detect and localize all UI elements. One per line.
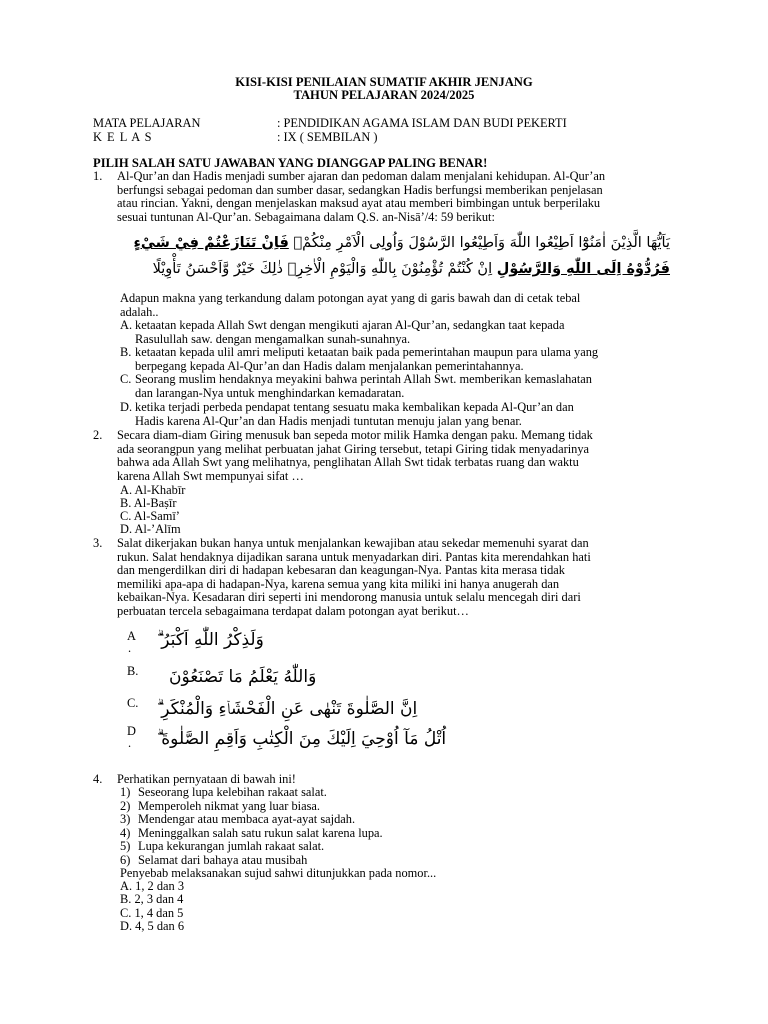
doc-title: KISI-KISI PENILAIAN SUMATIF AKHIR JENJANG <box>235 75 533 89</box>
q4-option-b[interactable] <box>120 893 183 907</box>
q2-option-d[interactable] <box>120 523 181 537</box>
option-text: ketaatan kepada ulil amri meliputi ketaatan baik pada pemerintahan maupun para ulama yang <box>135 345 599 359</box>
list-item-text: Meninggalkan salah satu rukun salat karena lupa. <box>138 825 383 840</box>
q1-option-b[interactable] <box>120 346 675 373</box>
q1-option-d[interactable] <box>120 401 675 428</box>
option-letter: A. <box>120 318 133 332</box>
list-item <box>120 840 383 854</box>
q1-stem <box>117 170 675 224</box>
q1-arabic-underlined: فَرُدُّوْهُ اِلَى اللّٰهِ وَالرَّسُوْلِ <box>496 261 670 277</box>
option-text: 1, 4 dan 5 <box>134 906 184 920</box>
list-item-text: Selamat dari bahaya atau musibah <box>138 852 308 867</box>
option-text: dan larangan-Nya untuk menghindarkan kemadaratan. <box>135 385 405 400</box>
list-item <box>120 800 383 814</box>
q2-stem-line: Secara diam-diam Giring menusuk ban sepeda motor milik Hamka dengan paku. Memang tidak <box>117 428 593 442</box>
q1-question-line: Adapun makna yang terkandung dalam potongan ayat yang di garis bawah dan di cetak tebal <box>120 291 581 305</box>
q2-stem-line: karena Allah Swt mempunyai sifat … <box>117 468 304 483</box>
option-letter: B. <box>127 664 139 678</box>
option-letter: B. <box>120 496 132 510</box>
class-value: : IX ( SEMBILAN ) <box>277 130 378 144</box>
subject-label: MATA PELAJARAN <box>93 116 201 130</box>
option-text: Rasulullah saw. dengan mengamalkan sunah-sunahnya. <box>135 331 411 346</box>
q1-option-a[interactable] <box>120 319 675 346</box>
q3-option-b[interactable] <box>127 665 427 695</box>
list-item-number: 5) <box>120 839 131 854</box>
q3-stem-line: perbuatan tercela sebagaimana terdapat dalam potongan ayat berikut… <box>117 603 469 618</box>
q2-stem-line: bahwa ada Allah Swt yang melihatnya, penglihatan Allah Swt tidak terbatas ruang dan waktu <box>117 455 579 470</box>
q1-arabic-underlined: فَاِنْ تَنَازَعْتُمْ فِيْ شَيْءٍ <box>133 235 289 251</box>
q4-list <box>120 786 383 868</box>
q1-option-c[interactable] <box>120 373 675 400</box>
q1-question <box>120 292 675 319</box>
q3-stem <box>117 537 675 619</box>
list-item-text: Mendengar atau membaca ayat-ayat sajdah. <box>138 812 356 827</box>
option-arabic: اِنَّ الصَّلٰوةَ تَنْهٰى عَنِ الْفَحْشَاۤءِ وَالْمُنْكَرِ ۗ <box>157 699 418 719</box>
option-dot: . <box>128 641 132 655</box>
q1-arabic-line-1 <box>134 237 671 251</box>
q3-option-c[interactable] <box>127 697 427 727</box>
q3-stem-line: kebaikan-Nya. Kesadaran diri seperti ini mendorong manusia untuk selalu mencegah diri dari <box>117 590 581 605</box>
list-item-number: 6) <box>120 852 131 867</box>
option-dot: . <box>128 736 132 750</box>
list-item <box>120 786 383 800</box>
option-text: Al-’Alīm <box>134 522 181 536</box>
list-item <box>120 813 383 827</box>
option-letter: C. <box>120 372 132 386</box>
option-text: Hadis karena Al-Qur’an dan Hadis menjadi tuntutan menuju jalan yang benar. <box>135 413 522 428</box>
option-text: ketika terjadi perbeda pendapat tentang sesuatu maka kembalikan kepada Al-Qur’an dan <box>135 400 574 414</box>
q1-question-line: adalah.. <box>120 304 159 319</box>
option-letter: B. <box>120 892 132 906</box>
q3-stem-line: memiliki apa-apa di hadapan-Nya, karena semua yang kita miliki ini hanya anugerah dan <box>117 576 560 591</box>
doc-subtitle: TAHUN PELAJARAN 2024/2025 <box>293 88 475 102</box>
option-letter: C. <box>120 906 132 920</box>
q4-number: 4. <box>93 772 103 786</box>
list-item-number: 2) <box>120 798 131 813</box>
q4-question: Penyebab melaksanakan sujud sahwi ditunjukkan pada nomor... <box>120 866 437 880</box>
list-item-text: Seseorang lupa kelebihan rakaat salat. <box>138 785 327 799</box>
q3-option-d[interactable] <box>127 724 447 759</box>
list-item-number: 1) <box>120 785 131 799</box>
q3-number: 3. <box>93 536 103 550</box>
q3-option-a[interactable] <box>127 630 427 662</box>
q1-arabic-line-2 <box>153 263 670 277</box>
option-letter: B. <box>120 345 132 359</box>
option-text: Al-Khabīr <box>134 483 186 497</box>
q2-number: 2. <box>93 428 103 442</box>
q1-stem-line: atau rincian. Yakni, dengan menjelaskan maksud ayat atau memberi bimbingan untuk berperilaku <box>117 196 601 211</box>
option-letter: D. <box>120 522 133 536</box>
option-letter: A. <box>120 879 133 893</box>
option-letter: D. <box>120 919 133 933</box>
option-text: Al-Baṣīr <box>133 496 177 510</box>
q1-stem-line: berfungsi sebagai pedoman dan sumber dasar, sedangkan Hadis berfungsi memberikan penjelasan <box>117 182 603 197</box>
subject-value: : PENDIDIKAN AGAMA ISLAM DAN BUDI PEKERTI <box>277 116 567 130</box>
q1-stem-line: Al-Qur’an dan Hadis menjadi sumber ajaran dan pedoman dalam menjalani kehidupan. Al-Qur’an <box>117 169 606 183</box>
q1-number: 1. <box>93 169 103 183</box>
option-text: 4, 5 dan 6 <box>135 919 185 933</box>
option-arabic: وَاللّٰهُ يَعْلَمُ مَا تَصْنَعُوْنَ <box>169 667 317 687</box>
q4-intro: Perhatikan pernyataan di bawah ini! <box>117 772 296 786</box>
q3-stem-line: Salat dikerjakan bukan hanya untuk menjalankan kewajiban atau sekedar memenuhi syarat dan <box>117 536 589 550</box>
option-letter: C. <box>120 509 132 523</box>
class-label: K E L A S <box>93 130 153 144</box>
option-arabic: وَلَذِكْرُ اللّٰهِ اَكْبَرُ ۗ <box>157 630 264 650</box>
list-item <box>120 827 383 841</box>
option-text: ketaatan kepada Allah Swt dengan mengikuti ajaran Al-Qur’an, sedangkan taat kepada <box>135 318 565 332</box>
option-arabic: اُتْلُ مَآ اُوْحِيَ اِلَيْكَ مِنَ الْكِتٰبِ وَاَقِمِ الصَّلٰوةَ ۗ <box>157 729 447 749</box>
option-text: Seorang muslim hendaknya meyakini bahwa perintah Allah Swt. memberikan kemaslahatan <box>135 372 592 386</box>
list-item-number: 4) <box>120 825 131 840</box>
option-letter: C. <box>127 696 139 710</box>
q2-stem <box>117 429 675 483</box>
list-item-number: 3) <box>120 812 131 827</box>
option-letter: A. <box>120 483 133 497</box>
option-letter: D. <box>120 400 133 414</box>
q4-option-d[interactable] <box>120 920 184 934</box>
option-letter: A <box>127 629 136 643</box>
list-item-text: Memperoleh nikmat yang luar biasa. <box>138 798 321 813</box>
q1-arabic-plain: اِنْ كُنْتُمْ تُؤْمِنُوْنَ بِاللّٰهِ وَالْيَوْمِ الْاٰخِرِۗ ذٰلِكَ خَيْرٌ وَّاَحْسَنُ تَأْوِيْلًا <box>152 261 493 277</box>
option-text: berpegang kepada Al-Qur’an dan Hadis dalam menjalankan pemerintahannya. <box>135 358 524 373</box>
option-text: 2, 3 dan 4 <box>134 892 184 906</box>
option-text: Al-Samī’ <box>133 509 180 523</box>
list-item-text: Lupa kekurangan jumlah rakaat salat. <box>138 839 325 854</box>
q1-arabic-plain: يَاَيُّهَا الَّذِيْنَ اٰمَنُوْٓا اَطِيْعُوا اللّٰهَ وَاَطِيْعُوا الرَّسُوْلَ وَاُولِى الْاَمْرِ مِنْكُمْۚ <box>293 235 670 251</box>
option-text: 1, 2 dan 3 <box>135 879 185 893</box>
option-letter: D <box>127 724 136 738</box>
q1-stem-line: sesuai tuntunan Al-Qur’an. Sebagaimana dalam Q.S. an-Nisā’/4: 59 berikut: <box>117 209 495 224</box>
q3-stem-line: dan mengerdilkan diri di hadapan kebesaran dan keagungan-Nya. Pantas kita merasa tidak <box>117 563 565 578</box>
q3-stem-line: rukun. Salat hendaknya dijadikan sarana untuk menyadarkan diri. Pantas kita merendahkan hati <box>117 549 591 564</box>
instruction: PILIH SALAH SATU JAWABAN YANG DIANGGAP PALING BENAR! <box>93 156 488 170</box>
q2-stem-line: ada seorangpun yang melihat perbuatan jahat Giring tersebut, tetapi Giring tidak menyadarinya <box>117 441 590 456</box>
